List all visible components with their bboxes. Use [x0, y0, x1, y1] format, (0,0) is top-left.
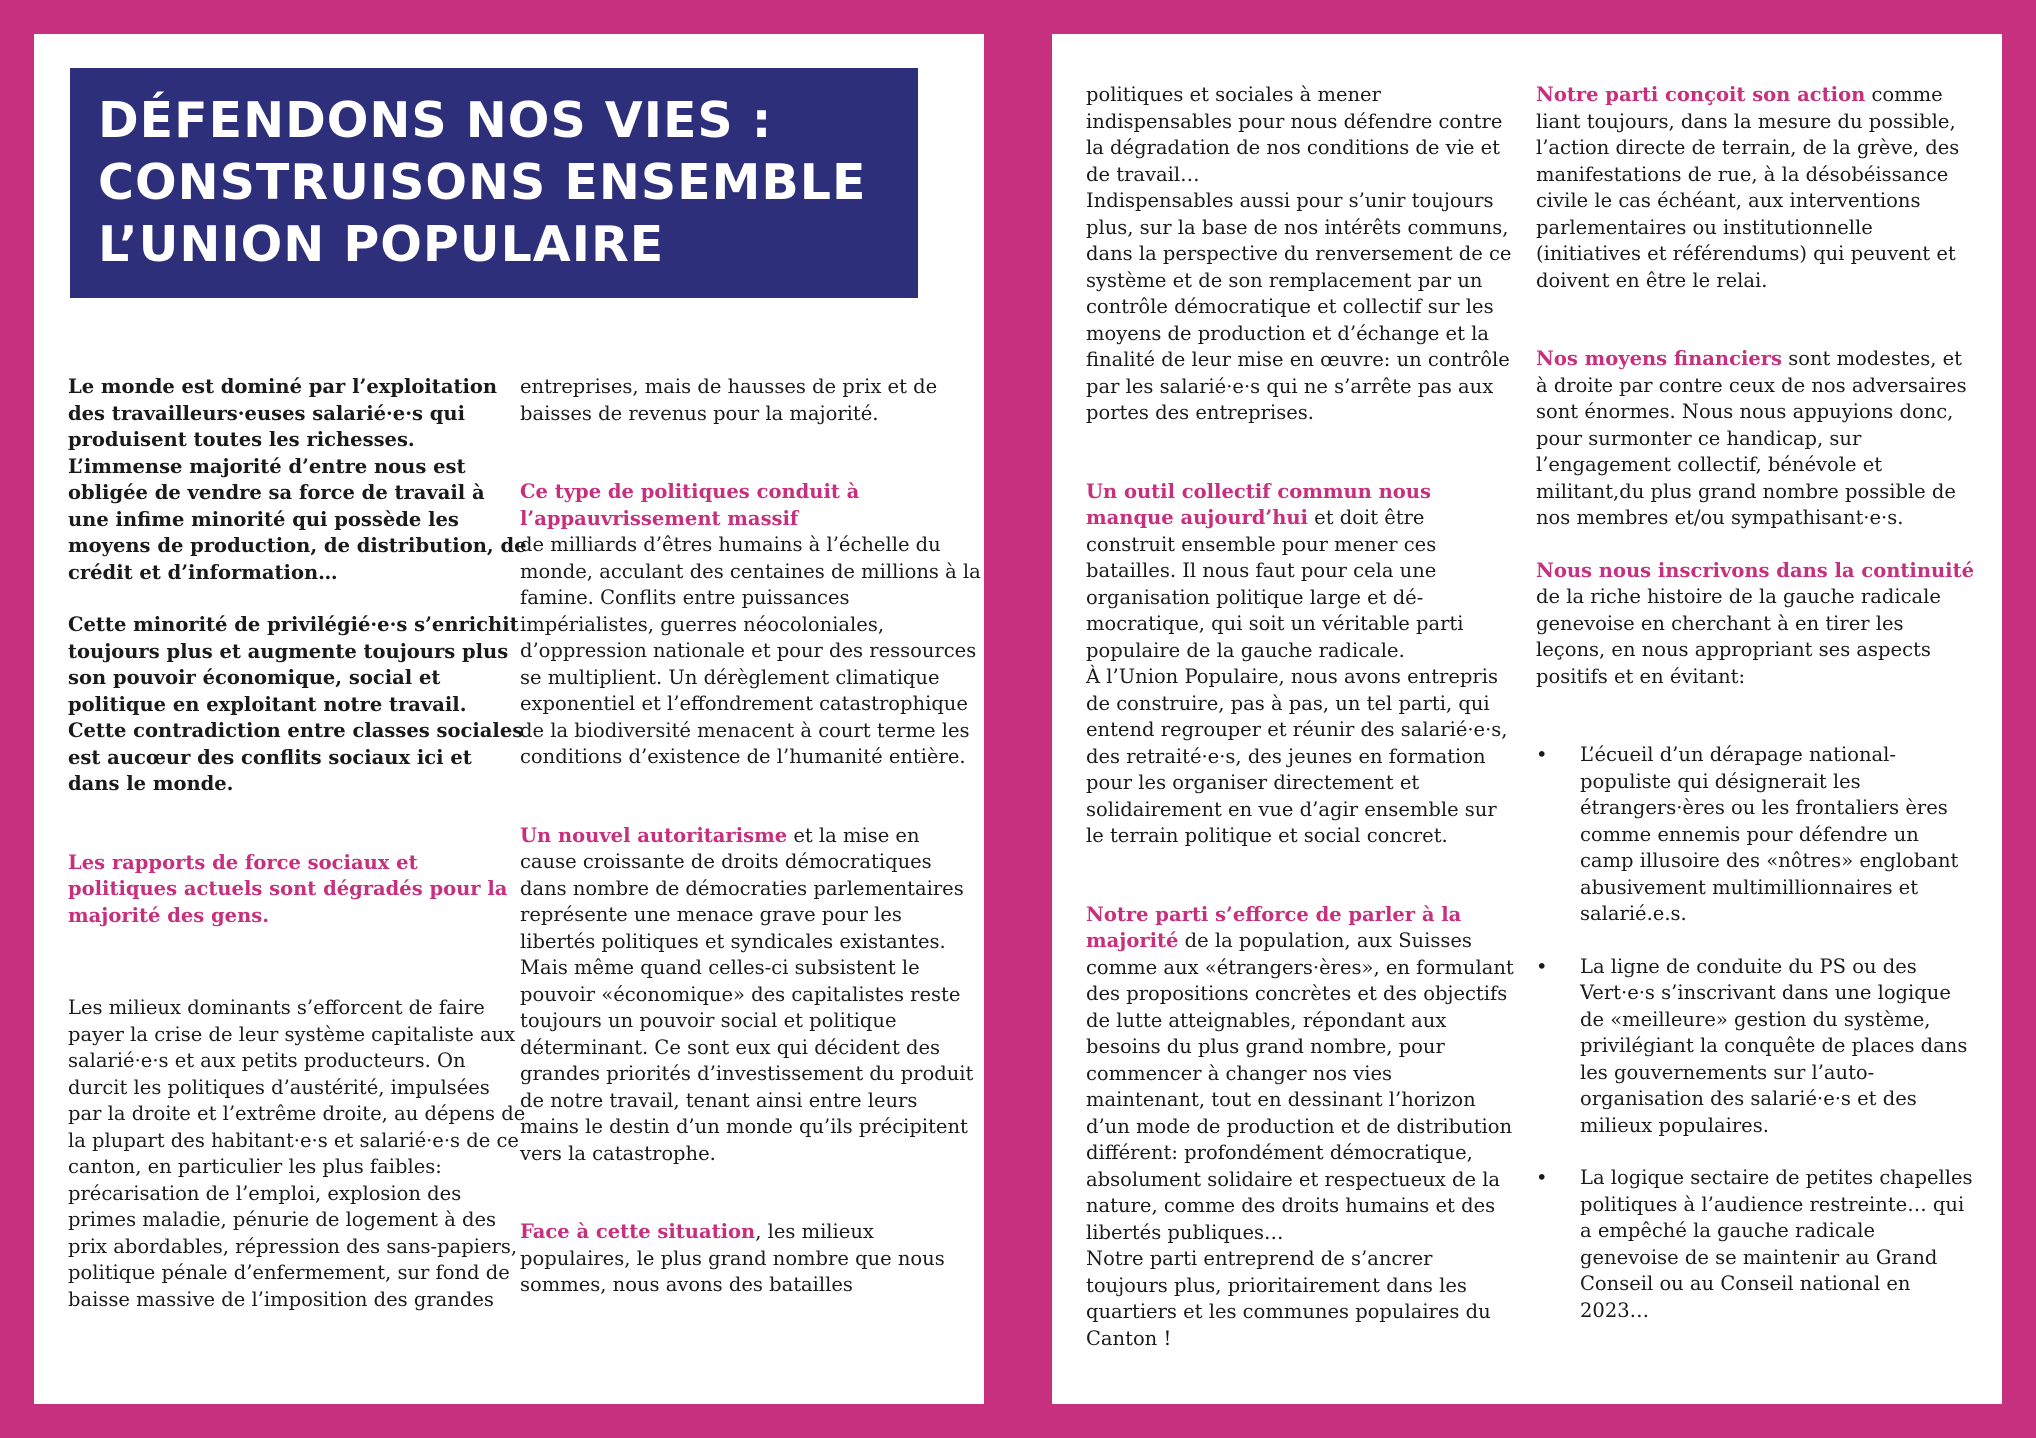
title-line: DÉFENDONS NOS VIES : — [98, 92, 773, 149]
section-heading: Nous nous inscrivons dans la continuité — [1536, 558, 1974, 582]
section-heading: Face à cette situation — [520, 1220, 756, 1243]
body-text: comme liant toujours, dans la mesure du possible, l’action directe de terrain, de la grève, des manifestations de rue, à la désobéissance civile le cas échéant, aux interventions parlementaires ou institutionnelle (initiatives et référendums) qui peuvent et doivent en être le relai. — [1536, 83, 1960, 292]
title-line: L’UNION POPULAIRE — [98, 216, 665, 273]
title-line: CONSTRUISONS ENSEMBLE — [98, 154, 867, 211]
section-heading: Nos moyens financiers — [1536, 347, 1783, 370]
body-paragraph: entreprises, mais de hausses de prix et de baisses de revenus pour la majorité. — [520, 375, 938, 425]
section-heading: Notre parti conçoit son action — [1536, 83, 1866, 106]
list-item: • La logique sectaire de petites chapelles politiques à l’audience restreinte… qui a empêché la gauche radicale genevoise de se maintenir au Grand Conseil ou au Conseil national en 2023… — [1536, 1165, 1976, 1324]
body-text: de milliards d’êtres humains à l’échelle du monde, acculant des centaines de millions à la famine. Conflits entre puissances impérialistes, guerres néocoloniales, d’oppression nationale et pour des ressources se multiplient. Un dérèglement climatique exponentiel et l’effondrement catastrophique de la biodiversité menacent à court terme les conditions d’existence de l’humanité entière. — [520, 533, 981, 768]
list-item: • La ligne de conduite du PS ou des Vert·e·s s’inscrivant dans une logique de «meilleure» gestion du système, privilégiant la conquête de places dans les gouvernements sur l’auto-organisation des salarié·e·s et des milieux populaires. — [1536, 954, 1976, 1140]
body-paragraph: Les milieux dominants s’efforcent de faire payer la crise de leur système capitaliste aux salarié·e·s et aux petits producteurs. On durcit les politiques d’austérité, impulsées par la droite et l’extrême droite, au dépens de la plupart des habitant·e·s et salarié·e·s de ce canton, en particulier les plus faibles: précarisation de l’emploi, explosion des primes maladie, pénurie de logement à des prix abordables, répression des sans-papiers, politique pénale d’enfermement, sur fond de baisse massive de l’imposition des grandes — [68, 996, 526, 1311]
body-text: de la population, aux Suisses comme aux «étrangers·ères», en formulant des propositions concrètes et des objectifs de lutte atteignables, répondant aux besoins du plus grand nombre, pour commencer à changer nos vies maintenant, tout en dessinant l’horizon d’un mode de production et de distribution différent: profondément démocratique, absolument solidaire et respectueux de la nature, comme des droits humains et des libertés publiques… — [1086, 929, 1514, 1244]
body-text: sont modestes, et à droite par contre ceux de nos adversaires sont énormes. Nous nous appuyions donc, pour surmonter ce handicap, sur l’engagement collectif, bénévole et militant,du plus grand nombre possible de nos membres et/ou sympathisant·e·s. — [1536, 347, 1967, 529]
left-page — [34, 34, 984, 1404]
body-paragraph: politiques et sociales à mener indispensables pour nous défendre contre la dégradation de nos conditions de vie et de travail… — [1086, 83, 1503, 186]
column-2 — [520, 374, 982, 1299]
section-heading: Ce type de politiques conduit à l’appauvrissement massif — [520, 480, 860, 530]
list-item: • L’écueil d’un dérapage national-populiste qui désignerait les étrangers·ères ou les frontaliers ères comme ennemis pour défendre un camp illusoire des «nôtres» englobant abusivement multimillionnaires et salarié.e.s. — [1536, 742, 1976, 928]
title-banner — [70, 68, 918, 298]
body-paragraph: Notre parti entreprend de s’ancrer toujours plus, prioritairement dans les quartiers et les communes populaires du Canton ! — [1086, 1247, 1491, 1350]
section-heading: Un outil collectif commun nous manque aujourd’hui — [1086, 479, 1431, 529]
body-text: de la riche histoire de la gauche radicale genevoise en cherchant à en tirer les leçons, en nous appropriant ses aspects positifs et en évitant: — [1536, 585, 1941, 688]
column-1 — [68, 374, 528, 1313]
section-heading: Un nouvel autoritarisme — [520, 823, 788, 847]
intro-paragraph: Cette minorité de privilégié·e·s s’enrichit toujours plus et augmente toujours plus son pouvoir économique, social et politique en exploitant notre travail. Cette contradiction entre classes sociales est aucœur des conflits sociaux ici et dans le monde. — [68, 613, 524, 795]
body-paragraph: Indispensables aussi pour s’unir toujours plus, sur la base de nos intérêts communs, dans la perspective du renversement de ce système et de son remplacement par un contrôle démocratique et collectif sur les moyens de production et d’échange et la finalité de leur mise en œuvre: un contrôle par les salarié·e·s qui ne s’arrête pas aux portes des entreprises. — [1086, 189, 1512, 424]
section-heading: Notre parti s’efforce de parler à la majorité — [1086, 902, 1462, 952]
column-4 — [1536, 82, 1976, 1350]
section-heading: Les rapports de force sociaux et politiques actuels sont dégradés pour la majorité des gens. — [68, 850, 508, 927]
right-page — [1052, 34, 2002, 1404]
column-3 — [1086, 82, 1516, 1352]
body-text: et doit être construit ensemble pour mener ces batailles. Il nous faut pour cela une organisation politique large et dé-mocratique, qui soit un véritable parti populaire de la gauche radicale. — [1086, 506, 1464, 662]
intro-paragraph: Le monde est dominé par l’exploitation des travailleurs·euses salarié·e·s qui produisent toutes les richesses. L’immense majorité d’entre nous est obligée de vendre sa force de travail à une infime minorité qui possède les moyens de production, de distribution, de crédit et d’information… — [68, 375, 527, 584]
bullet-list — [1536, 742, 1976, 1324]
body-text: , les milieux populaires, le plus grand nombre que nous sommes, nous avons des batailles — [520, 1220, 945, 1296]
body-paragraph: À l’Union Populaire, nous avons entrepris de construire, pas à pas, un tel parti, qui entend regrouper et réunir des salarié·e·s, des retraité·e·s, des jeunes en formation pour les organiser directement et solidairement en vue d’agir ensemble sur le terrain politique et social concret. — [1086, 665, 1508, 847]
body-text: et la mise en cause croissante de droits démocratiques dans nombre de démocraties parlementaires représente une menace grave pour les libertés politiques et syndicales existantes. Mais même quand celles-ci subsistent le pouvoir «économique» des capitalistes reste toujours un pouvoir social et politique déterminant. Ce sont eux qui décident des grandes priorités d’investissement du produit de notre travail, tenant ainsi entre leurs mains le destin d’un monde qu’ils précipitent vers la catastrophe. — [520, 823, 974, 1165]
